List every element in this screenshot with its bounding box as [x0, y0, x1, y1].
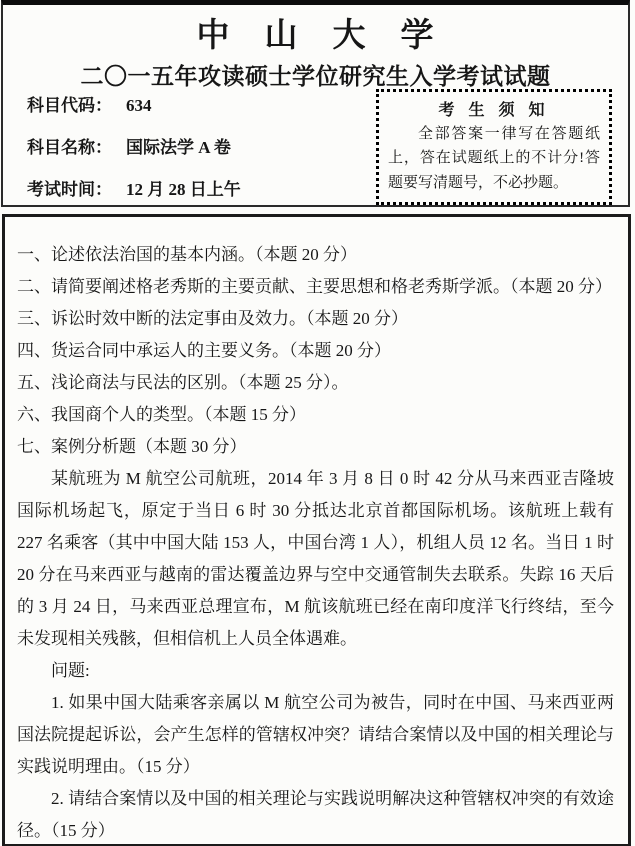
exam-meta — [27, 91, 241, 217]
question-2: 二、请简要阐述格老秀斯的主要贡献、主要思想和格老秀斯学派。（本题 20 分） — [17, 277, 612, 296]
exam-subtitle: 二〇一五年攻读硕士学位研究生入学考试试题 — [80, 64, 551, 89]
exam-time-value: 12 月 28 日上午 — [126, 180, 241, 199]
case-problem-2: 2. 请结合案情以及中国的相关理论与实践说明解决这种管辖权冲突的有效途径。（15 分） — [17, 789, 614, 840]
exam-time-row — [27, 175, 241, 200]
candidate-notice-box — [376, 89, 612, 205]
subject-code-value: 634 — [126, 96, 152, 115]
question-6: 六、我国商个人的类型。（本题 15 分） — [17, 405, 306, 424]
question-7: 七、案例分析题（本题 30 分） — [17, 437, 247, 456]
questions-section — [2, 214, 631, 846]
case-paragraph: 某航班为 M 航空公司航班，2014 年 3 月 8 日 0 时 42 分从马来西亚吉隆坡国际机场起飞，原定于当日 6 时 30 分抵达北京首都国际机场。该航班上载有 227 名乘客（其中中国大陆 153 人，中国台湾 1 人），机组人员 12 名。当日 1 时 20 分在马来西亚与越南的雷达覆盖边界与空中交通管制失去联系。失踪 16 天后的 3 月 24 日，马来西亚总理宣布，M 航该航班已经在南印度洋飞行终结，至今未发现相关残骸，但相信机上人员全体遇难。 — [17, 469, 614, 648]
case-problem-1: 1. 如果中国大陆乘客亲属以 M 航空公司为被告，同时在中国、马来西亚两国法院提起诉讼，会产生怎样的管辖权冲突？请结合案情以及中国的相关理论与实践说明理由。（15 分） — [17, 693, 614, 776]
subject-code-row — [27, 91, 241, 116]
subject-name-value: 国际法学 A 卷 — [126, 138, 231, 157]
question-5: 五、浅论商法与民法的区别。（本题 25 分）。 — [17, 373, 349, 392]
exam-time-label: 考试时间： — [27, 180, 112, 199]
case-problems-label: 问题: — [51, 661, 90, 680]
subject-code-label: 科目代码： — [27, 96, 112, 115]
exam-header — [1, 0, 630, 207]
notice-title: 考 生 须 知 — [438, 102, 550, 119]
question-3: 三、诉讼时效中断的法定事由及效力。（本题 20 分） — [17, 309, 408, 328]
subject-name-row — [27, 133, 241, 158]
notice-body: 全部答案一律写在答题纸上，答在试题纸上的不计分!答题要写清题号，不必抄题。 — [388, 126, 600, 191]
question-4: 四、货运合同中承运人的主要义务。（本题 20 分） — [17, 341, 391, 360]
university-title: 中 山 大 学 — [196, 18, 435, 54]
subject-name-label: 科目名称： — [27, 138, 112, 157]
question-1: 一、论述依法治国的基本内涵。（本题 20 分） — [17, 245, 357, 264]
